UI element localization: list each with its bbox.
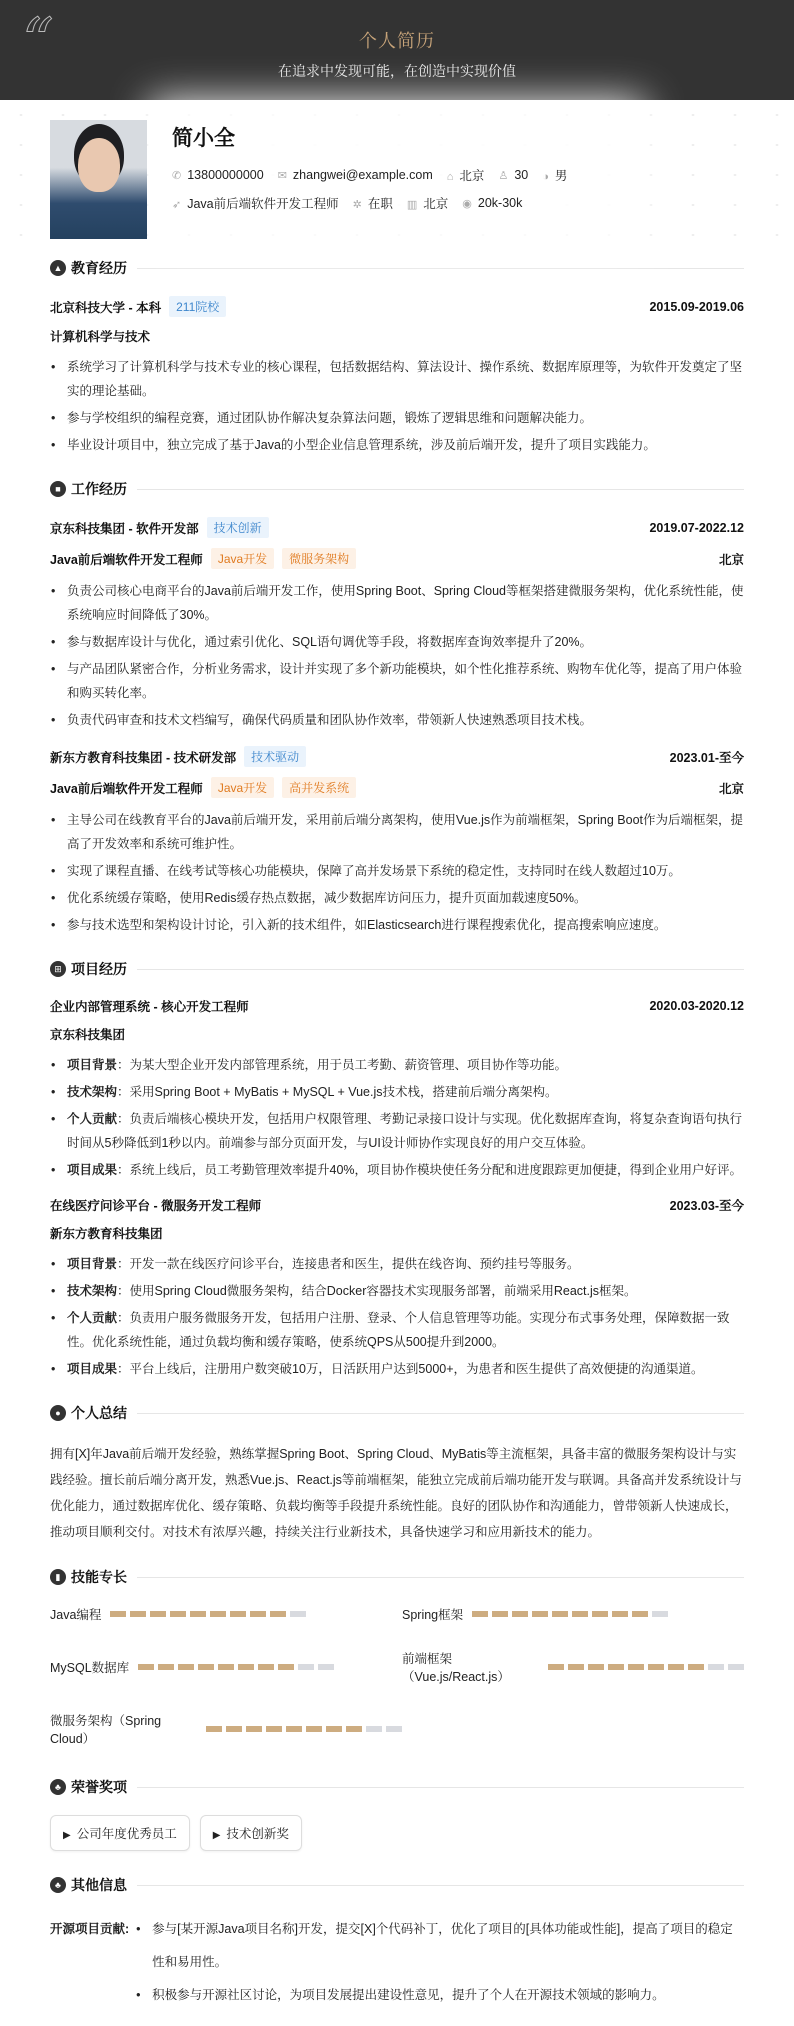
project-header (50, 1196, 744, 1214)
section-title: 个人总结 (71, 1405, 127, 1421)
skill-level-segment (258, 1664, 274, 1670)
job-role-wrap (50, 548, 356, 569)
home-icon: ⌂ (446, 171, 454, 183)
section-work (50, 479, 744, 499)
skill-level-bar (548, 1664, 744, 1670)
skill-level-segment (588, 1664, 604, 1670)
skill-level-segment (366, 1726, 382, 1732)
company: 新东方教育科技集团 - 技术研发部 (50, 750, 237, 765)
avatar-photo (50, 120, 147, 239)
item-value: ：采用Spring Boot + MyBatis + MySQL + Vue.js技术栈，搭建前后端分离架构。 (117, 1085, 558, 1099)
company: 京东科技集团 - 软件开发部 (50, 521, 199, 536)
project-name: 在线医疗问诊平台 - 微服务开发工程师 (50, 1199, 262, 1213)
other-item: • 积极参与开源社区讨论，为项目发展提出建设性意见，提升了个人在开源技术领域的影响力。 (135, 1979, 744, 2012)
skill-level-segment (270, 1611, 286, 1617)
skill-level-segment (170, 1611, 186, 1617)
role-tag: 高并发系统 (282, 777, 356, 798)
skill-level-segment (572, 1611, 588, 1617)
section-title: 工作经历 (71, 481, 127, 497)
skill-item (50, 1605, 402, 1623)
skill-level-segment (612, 1611, 628, 1617)
project-item (50, 1252, 744, 1276)
project-item (50, 1279, 744, 1303)
skill-level-segment (206, 1726, 222, 1732)
item-key: 项目成果 (67, 1163, 118, 1177)
header-title: 个人简历 (359, 31, 435, 51)
project-date: 2023.03-至今 (669, 1199, 744, 1213)
skill-level-segment (548, 1664, 564, 1670)
skill-level-segment (230, 1611, 246, 1617)
role-tag: Java开发 (211, 548, 274, 569)
section-title: 项目经历 (71, 961, 127, 977)
job-item: • 主导公司在线教育平台的Java前后端开发，采用前后端分离架构，使用Vue.js作为前端框架，Spring Boot作为后端框架，提高了开发效率和系统可维护性。 (50, 808, 744, 856)
skill-level-segment (648, 1664, 664, 1670)
section-title: 教育经历 (71, 260, 127, 276)
company-tag: 技术驱动 (244, 746, 306, 767)
skill-level-segment (150, 1611, 166, 1617)
job-items (50, 579, 744, 732)
gender-icon: ◑ (542, 171, 549, 183)
building-icon: ▥ (406, 199, 418, 211)
award-icon: ♣ (50, 1779, 66, 1795)
section-title: 其他信息 (71, 1877, 127, 1893)
skill-level-segment (178, 1664, 194, 1670)
edu-item: • 参与学校组织的编程竞赛，通过团队协作解决复杂算法问题，锻炼了逻辑思维和问题解决能力。 (50, 406, 744, 430)
role-tag: 微服务架构 (282, 548, 356, 569)
grid-icon: ⊞ (50, 961, 66, 977)
skill-name: 前端框架（Vue.js/React.js） (402, 1652, 510, 1684)
item-value: ：开发一款在线医疗问诊平台，连接患者和医生，提供在线咨询、预约挂号等服务。 (117, 1257, 580, 1271)
skill-level-segment (290, 1611, 306, 1617)
project-item (50, 1080, 744, 1104)
phone-icon: ✆ (172, 170, 182, 182)
award-label: 公司年度优秀员工 (76, 1827, 177, 1841)
project-company-row (50, 1224, 744, 1242)
job-header (50, 517, 744, 538)
edu-date: 2015.09-2019.06 (649, 299, 744, 314)
skill-name: 微服务架构（Spring Cloud） (50, 1714, 162, 1746)
skill-level-segment (226, 1726, 242, 1732)
project-header (50, 997, 744, 1015)
job-city: 北京 (718, 552, 744, 567)
skill-level-segment (198, 1664, 214, 1670)
project-company: 新东方教育科技集团 (50, 1227, 163, 1241)
skill-level-segment (592, 1611, 608, 1617)
skill-item (402, 1649, 744, 1685)
triangle-icon: ▶ (212, 1830, 221, 1841)
skill-level-segment (278, 1664, 294, 1670)
summary-text: 拥有[X]年Java前后端开发经验，熟练掌握Spring Boot、Spring Cloud、MyBatis等主流框架，具备丰富的微服务架构设计与实践经验。擅长前后端分离开发，熟悉Vue.js、React.js等前端框架，能独立完成前后端功能开发与联调。具备高并发系统设计与优化能力，通过数据库优化、缓存策略、负载均衡等手段提升系统性能。良好的团队协作和沟通能力，曾带领新人快速成长，推动项目顺利交付。对技术有浓厚兴趣，持续关注行业新技术，具备快速学习和应用新技术的能力。 (50, 1447, 742, 1539)
skill-level-segment (158, 1664, 174, 1670)
briefcase-icon: ■ (50, 481, 66, 497)
project-items (50, 1053, 744, 1182)
job-role-wrap (50, 777, 356, 798)
other-item: • 参与[某开源Java项目名称]开发，提交[X]个代码补丁，优化了项目的[具体功能或性能]，提高了项目的稳定性和易用性。 (135, 1913, 744, 1979)
item-value: ：负责用户服务微服务开发，包括用户注册、登录、个人信息管理等功能。实现分布式事务处理，保障数据一致性。优化系统性能，通过负载均衡和缓存策略，使系统QPS从500提升到2000。 (67, 1311, 730, 1349)
age-icon: ♙ (498, 170, 509, 182)
item-key: 技术架构 (67, 1284, 118, 1298)
edu-item: • 毕业设计项目中，独立完成了基于Java的小型企业信息管理系统，涉及前后端开发，提升了项目实践能力。 (50, 433, 744, 457)
skill-level-segment (688, 1664, 704, 1670)
skill-level-segment (652, 1611, 668, 1617)
skill-level-segment (286, 1726, 302, 1732)
gender: 男 (554, 169, 568, 183)
skill-level-segment (386, 1726, 402, 1732)
company-tag: 技术创新 (207, 517, 269, 538)
city: 北京 (459, 169, 485, 183)
skill-item (402, 1605, 744, 1623)
school-tag: 211院校 (169, 296, 226, 317)
job-header (50, 746, 744, 767)
age: 30 (514, 168, 529, 182)
section-projects (50, 959, 744, 979)
skill-level-segment (326, 1726, 342, 1732)
skill-level-segment (306, 1726, 322, 1732)
skill-level-segment (728, 1664, 744, 1670)
award-item (200, 1815, 302, 1851)
job-item: • 负责代码审查和技术文档编写，确保代码质量和团队协作效率，带领新人快速熟悉项目技术栈。 (50, 708, 744, 732)
item-key: 个人贡献 (67, 1311, 118, 1325)
item-value: ：为某大型企业开发内部管理系统，用于员工考勤、薪资管理、项目协作等功能。 (117, 1058, 568, 1072)
target-city: 北京 (423, 197, 449, 211)
skill-level-segment (110, 1611, 126, 1617)
header-subtitle: 在追求中发现可能，在创造中实现价值 (278, 63, 516, 79)
skill-level-segment (668, 1664, 684, 1670)
section-title: 荣誉奖项 (71, 1779, 127, 1795)
profile-section (0, 100, 794, 250)
job-items (50, 808, 744, 937)
project-item (50, 1053, 744, 1077)
job-item: • 优化系统缓存策略，使用Redis缓存热点数据，减少数据库访问压力，提升页面加载速度50%。 (50, 886, 744, 910)
email: zhangwei@example.com (292, 168, 433, 182)
project-item (50, 1158, 744, 1182)
chart-icon: ▮ (50, 1569, 66, 1585)
job-date: 2019.07-2022.12 (649, 520, 744, 535)
profile-name: 简小全 (172, 127, 235, 150)
skill-name: Spring框架 (402, 1608, 464, 1622)
skill-level-segment (512, 1611, 528, 1617)
status: 在职 (367, 197, 393, 211)
skill-level-segment (130, 1611, 146, 1617)
quote-icon: “ (22, 4, 54, 77)
skill-level-segment (608, 1664, 624, 1670)
skill-level-segment (346, 1726, 362, 1732)
job-item: • 实现了课程直播、在线考试等核心功能模块，保障了高并发场景下系统的稳定性，支持同时在线人数超过10万。 (50, 859, 744, 883)
item-value: ：系统上线后，员工考勤管理效率提升40%，项目协作模块使任务分配和进度跟踪更加便捷，得到企业用户好评。 (117, 1163, 743, 1177)
skill-level-segment (238, 1664, 254, 1670)
item-key: 技术架构 (67, 1085, 118, 1099)
skill-level-segment (218, 1664, 234, 1670)
skill-name: Java编程 (50, 1608, 102, 1622)
project-items (50, 1252, 744, 1381)
skill-level-segment (532, 1611, 548, 1617)
section-awards (50, 1777, 744, 1797)
skill-level-segment (568, 1664, 584, 1670)
job-date: 2023.01-至今 (669, 750, 744, 765)
salary-icon: ◉ (462, 198, 472, 210)
job-role-row (50, 548, 744, 569)
skill-level-segment (472, 1611, 488, 1617)
job-item: • 与产品团队紧密合作，分析业务需求，设计并实现了多个新功能模块，如个性化推荐系统、购物车优化等，提高了用户体验和购买转化率。 (50, 657, 744, 705)
skill-level-bar (206, 1726, 402, 1732)
job-item: • 参与技术选型和架构设计讨论，引入新的技术组件，如Elasticsearch进行课程搜索优化，提高搜索响应速度。 (50, 913, 744, 937)
job-city: 北京 (718, 781, 744, 796)
item-value: ：负责后端核心模块开发，包括用户权限管理、考勤记录接口设计与实现。优化数据库查询，将复杂查询语句执行时间从5秒降低到1秒以内。前端参与部分页面开发，与UI设计师协作实现良好的用户交互体验。 (67, 1112, 743, 1150)
project-date: 2020.03-2020.12 (649, 999, 744, 1013)
skill-level-bar (472, 1611, 668, 1617)
skill-level-segment (210, 1611, 226, 1617)
skill-level-bar (110, 1611, 306, 1617)
major: 计算机科学与技术 (50, 330, 151, 344)
send-icon: ➶ (172, 199, 182, 211)
section-education (50, 258, 744, 278)
email-icon: ✉ (277, 170, 287, 182)
skill-item (50, 1649, 402, 1685)
resume-header (0, 0, 794, 100)
job-role: Java前后端软件开发工程师 (50, 781, 203, 796)
skill-level-segment (628, 1664, 644, 1670)
skill-level-segment (492, 1611, 508, 1617)
job-item: • 负责公司核心电商平台的Java前后端开发工作，使用Spring Boot、Spring Cloud等框架搭建微服务架构，优化系统性能，使系统响应时间降低了30%。 (50, 579, 744, 627)
edu-item: • 系统学习了计算机科学与技术专业的核心课程，包括数据结构、算法设计、操作系统、数据库原理等，为软件开发奠定了坚实的理论基础。 (50, 355, 744, 403)
skill-name: MySQL数据库 (50, 1661, 130, 1675)
project-item (50, 1306, 744, 1354)
project-company: 京东科技集团 (50, 1028, 126, 1042)
skill-level-segment (266, 1726, 282, 1732)
job-company-wrap (50, 746, 306, 767)
section-other (50, 1875, 744, 1895)
skill-level-segment (632, 1611, 648, 1617)
school: 北京科技大学 - 本科 (50, 300, 162, 315)
item-key: 个人贡献 (67, 1112, 118, 1126)
skill-level-segment (246, 1726, 262, 1732)
section-summary (50, 1403, 744, 1423)
item-key: 项目背景 (67, 1058, 118, 1072)
salary: 20k-30k (477, 196, 523, 210)
job-company-wrap (50, 517, 269, 538)
project-item (50, 1107, 744, 1155)
info-icon: ♣ (50, 1877, 66, 1893)
other-label: 开源项目贡献: (50, 1922, 130, 1936)
job-role: Java前后端软件开发工程师 (50, 552, 203, 567)
graduation-icon: ▲ (50, 260, 66, 276)
skill-level-segment (138, 1664, 154, 1670)
item-value: ：平台上线后，注册用户数突破10万，日活跃用户达到5000+，为患者和医生提供了高效便捷的沟通渠道。 (117, 1362, 704, 1376)
section-skills (50, 1567, 744, 1587)
role-tag: Java开发 (211, 777, 274, 798)
item-key: 项目背景 (67, 1257, 118, 1271)
skill-item (50, 1711, 402, 1747)
project-item (50, 1357, 744, 1381)
skill-level-segment (552, 1611, 568, 1617)
user-icon: ● (50, 1405, 66, 1421)
skill-level-segment (708, 1664, 724, 1670)
job-item: • 参与数据库设计与优化，通过索引优化、SQL语句调优等手段，将数据库查询效率提升了20%。 (50, 630, 744, 654)
skill-level-bar (138, 1664, 334, 1670)
section-title: 技能专长 (71, 1569, 127, 1585)
award-item (50, 1815, 190, 1851)
skill-level-segment (298, 1664, 314, 1670)
phone: 13800000000 (187, 168, 264, 182)
skill-level-segment (318, 1664, 334, 1670)
item-value: ：使用Spring Cloud微服务架构，结合Docker容器技术实现服务部署，前端采用React.js框架。 (117, 1284, 637, 1298)
item-key: 项目成果 (67, 1362, 118, 1376)
project-company-row (50, 1025, 744, 1043)
award-label: 技术创新奖 (226, 1827, 289, 1841)
triangle-icon: ▶ (63, 1830, 71, 1841)
status-icon: ✲ (352, 199, 362, 211)
skill-level-segment (250, 1611, 266, 1617)
job-role-row (50, 777, 744, 798)
project-name: 企业内部管理系统 - 核心开发工程师 (50, 1000, 249, 1014)
skill-level-segment (190, 1611, 206, 1617)
position: Java前后端软件开发工程师 (187, 197, 339, 211)
